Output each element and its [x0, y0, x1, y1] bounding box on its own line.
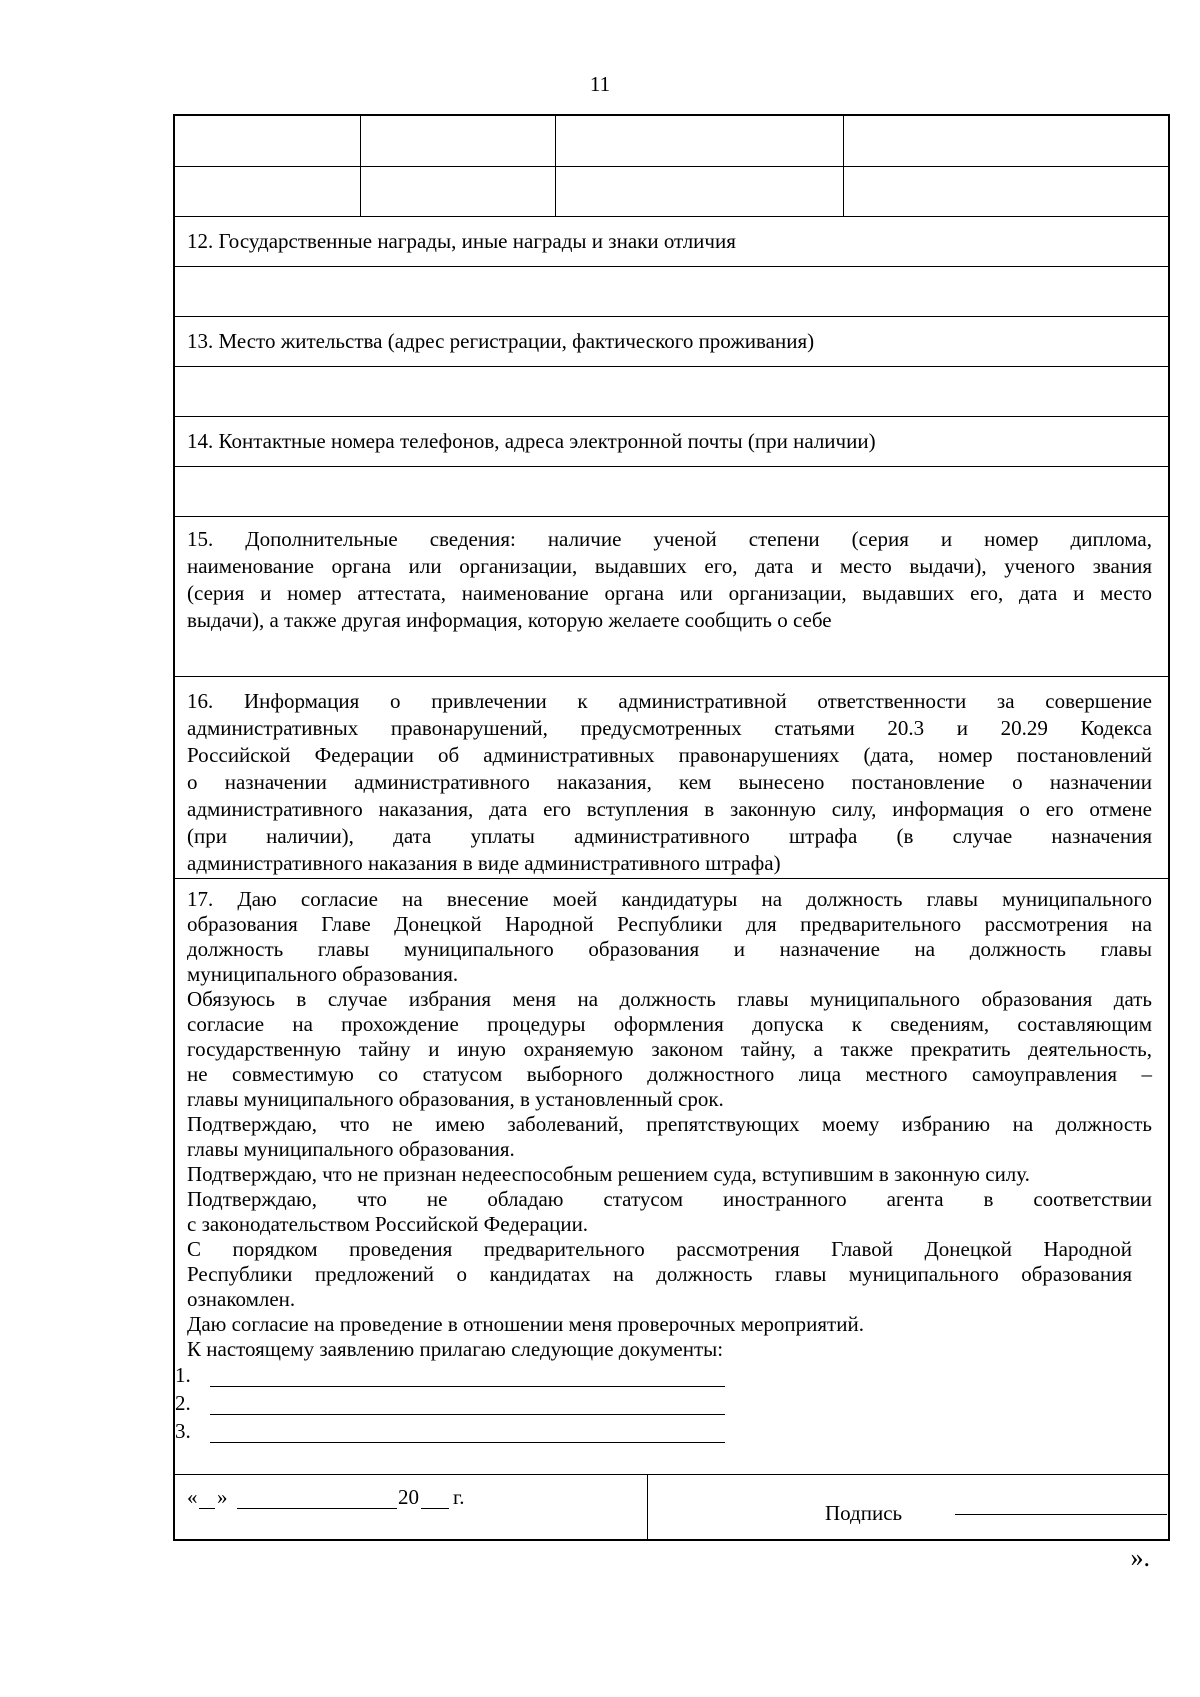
- closing-quote: ».: [1130, 1543, 1150, 1572]
- section-17-line: должность главы муниципального образования и назначение на должность главы: [187, 937, 1152, 961]
- grid-row-divider: [175, 166, 1168, 167]
- row-divider: [175, 366, 1168, 367]
- section-14-label: 14. Контактные номера телефонов, адреса электронной почты (при наличии): [187, 429, 876, 453]
- row-divider: [175, 676, 1168, 677]
- date-day-blank[interactable]: [199, 1508, 215, 1509]
- grid-row-divider: [175, 216, 1168, 217]
- section-15-line: 15. Дополнительные сведения: наличие ученой степени (серия и номер диплома,: [187, 527, 1152, 551]
- application-form-table: [173, 114, 1170, 1541]
- section-16-line: административного наказания в виде административного штрафа): [187, 851, 781, 875]
- section-17-line: согласие на прохождение процедуры оформления допуска к сведениям, составляющим: [187, 1012, 1152, 1036]
- row-divider: [175, 878, 1168, 879]
- section-17-line: Подтверждаю, что не признан недееспособным решением суда, вступившим в законную силу.: [187, 1162, 1030, 1186]
- section-17-line: К настоящему заявлению прилагаю следующие документы:: [187, 1337, 724, 1361]
- section-16-line: (при наличии), дата уплаты административного штрафа (в случае назначения: [187, 824, 1152, 848]
- section-17-line: Даю согласие на проведение в отношении меня проверочных мероприятий.: [187, 1312, 864, 1336]
- section-17-line: с законодательством Российской Федерации.: [187, 1212, 589, 1236]
- date-open-quote: «: [187, 1485, 198, 1509]
- row-divider: [175, 466, 1168, 467]
- section-12-label: 12. Государственные награды, иные награды и знаки отличия: [187, 229, 736, 253]
- section-17-line: ознакомлен.: [187, 1287, 296, 1311]
- section-17-line: Республики предложений о кандидатах на должность главы муниципального образования: [187, 1262, 1132, 1286]
- row-divider: [175, 516, 1168, 517]
- row-divider: [175, 1474, 1168, 1475]
- section-17-line: Подтверждаю, что не имею заболеваний, препятствующих моему избранию на должность: [187, 1112, 1152, 1136]
- date-year-blank[interactable]: [421, 1508, 449, 1509]
- section-13-label: 13. Место жительства (адрес регистрации, фактического проживания): [187, 329, 815, 353]
- page-number: 11: [589, 72, 611, 96]
- section-16-line: административных правонарушений, предусмотренных статьями 20.3 и 20.29 Кодекса: [187, 716, 1152, 740]
- document-blank-line[interactable]: [210, 1414, 725, 1415]
- document-number: 2.: [175, 1391, 191, 1415]
- section-17-line: Подтверждаю, что не обладаю статусом иностранного агента в соответствии: [187, 1187, 1152, 1211]
- section-17-line: Обязуюсь в случае избрания меня на должность главы муниципального образования дать: [187, 987, 1152, 1011]
- document-blank-line[interactable]: [210, 1442, 725, 1443]
- footer-divider: [647, 1474, 648, 1540]
- section-17-line: образования Главе Донецкой Народной Республики для предварительного рассмотрения на: [187, 912, 1152, 936]
- signature-label: Подпись: [825, 1501, 903, 1525]
- section-15-line: наименование органа или организации, выдавших его, дата и место выдачи), ученого звания: [187, 554, 1152, 578]
- section-16-line: о назначении административного наказания, кем вынесено постановление о назначении: [187, 770, 1152, 794]
- section-17-line: главы муниципального образования, в установленный срок.: [187, 1087, 724, 1111]
- document-number: 1.: [175, 1363, 191, 1387]
- section-15-line: выдачи), а также другая информация, которую желаете сообщить о себе: [187, 608, 832, 632]
- section-16-line: 16. Информация о привлечении к административной ответственности за совершение: [187, 689, 1152, 713]
- row-divider: [175, 416, 1168, 417]
- date-close-quote: »: [217, 1485, 228, 1509]
- row-divider: [175, 266, 1168, 267]
- section-17-line: главы муниципального образования.: [187, 1137, 515, 1161]
- section-17-line: муниципального образования.: [187, 962, 459, 986]
- section-17-line: С порядком проведения предварительного рассмотрения Главой Донецкой Народной: [187, 1237, 1132, 1261]
- date-month-blank[interactable]: [237, 1508, 397, 1509]
- date-year-prefix: 20: [398, 1485, 419, 1509]
- date-year-suffix: г.: [453, 1485, 465, 1509]
- section-16-line: Российской Федерации об административных правонарушениях (дата, номер постановлений: [187, 743, 1152, 767]
- document-blank-line[interactable]: [210, 1386, 725, 1387]
- section-17-line: не совместимую со статусом выборного должностного лица местного самоуправления –: [187, 1062, 1152, 1086]
- section-17-line: 17. Даю согласие на внесение моей кандидатуры на должность главы муниципального: [187, 887, 1152, 911]
- row-divider: [175, 316, 1168, 317]
- section-17-line: государственную тайну и иную охраняемую законом тайну, а также прекратить деятельность,: [187, 1037, 1152, 1061]
- section-16-line: административного наказания, дата его вступления в законную силу, информация о его отмене: [187, 797, 1152, 821]
- signature-blank-line[interactable]: [955, 1514, 1167, 1515]
- document-number: 3.: [175, 1419, 191, 1443]
- section-15-line: (серия и номер аттестата, наименование органа или организации, выдавших его, дата и место: [187, 581, 1152, 605]
